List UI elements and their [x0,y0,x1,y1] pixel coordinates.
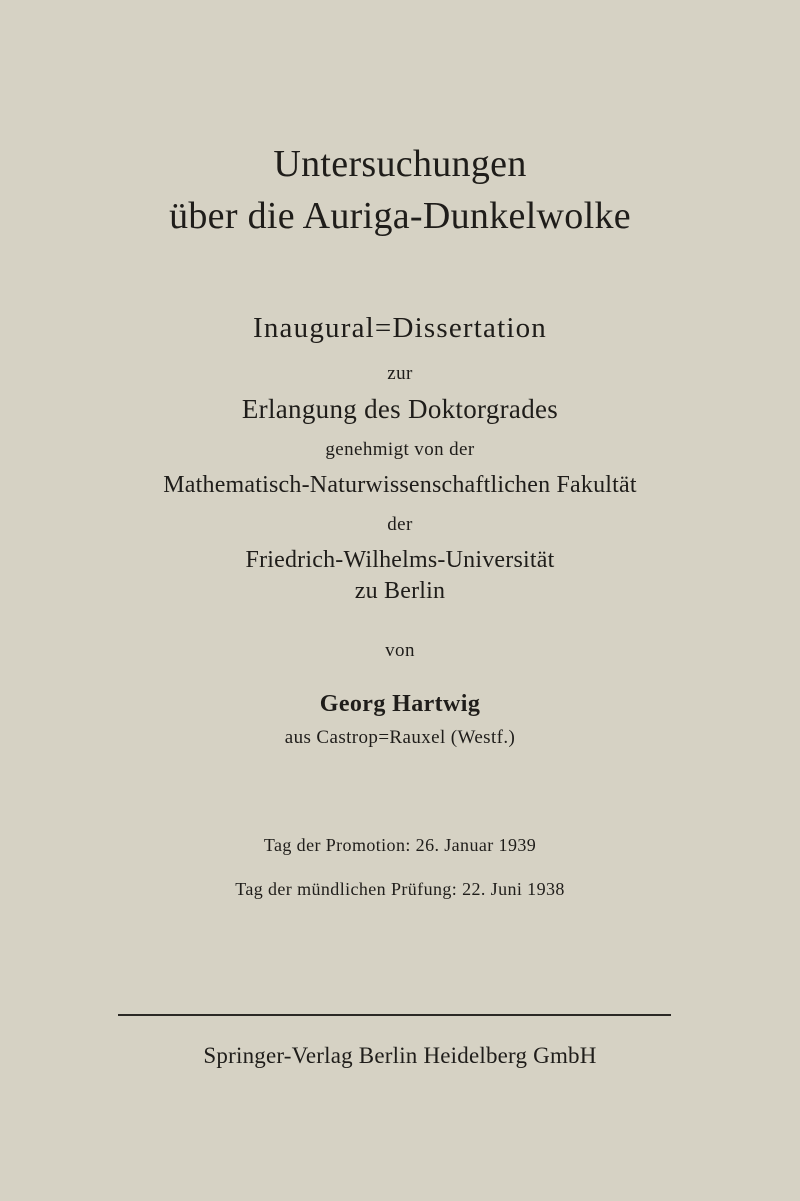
university-name: Friedrich-Wilhelms-Universität [245,547,555,573]
divider-rule [118,1014,671,1016]
dissertation-type: Inaugural=Dissertation [252,312,547,344]
faculty-name: Mathematisch-Naturwissenschaftlichen Fakultät [163,472,637,498]
book-title-line-1: Untersuchungen [273,143,527,185]
approved-by-text: genehmigt von der [325,439,475,460]
author-origin: aus Castrop=Rauxel (Westf.) [284,727,516,748]
promotion-date: Tag der Promotion: 26. Januar 1939 [263,835,537,855]
zur-text: zur [387,363,413,384]
author-name: Georg Hartwig [319,691,481,717]
von-text: von [385,640,415,661]
publisher-name: Springer-Verlag Berlin Heidelberg GmbH [203,1043,597,1068]
der-text: der [387,514,413,535]
book-title-line-2: über die Auriga-Dunkelwolke [169,195,631,237]
exam-date: Tag der mündlichen Prüfung: 22. Juni 1938 [235,879,565,899]
degree-purpose: Erlangung des Doktorgrades [241,394,559,424]
university-city: zu Berlin [354,578,446,604]
